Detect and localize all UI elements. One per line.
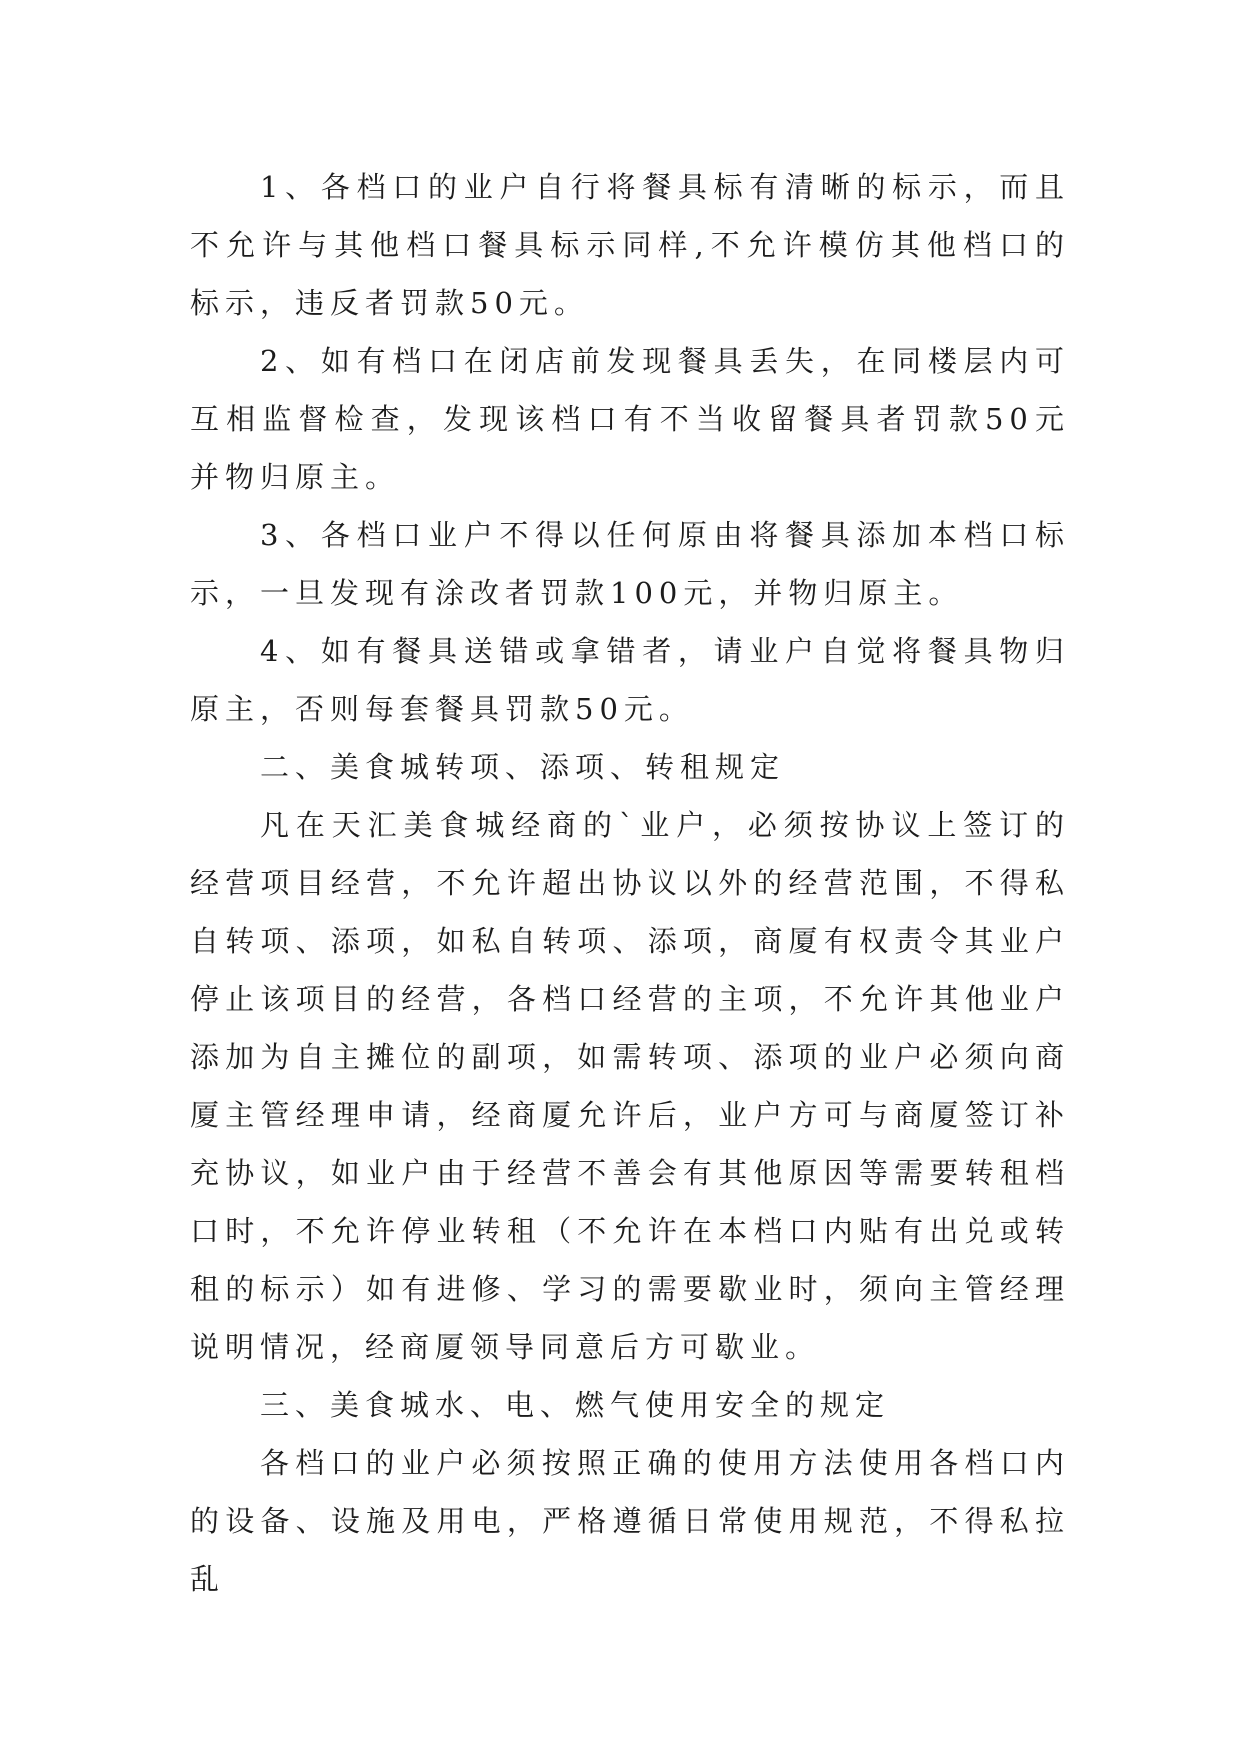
paragraph-section-3-body: 各档口的业户必须按照正确的使用方法使用各档口内的设备、设施及用电，严格遵循日常使用规范，不得私拉乱 xyxy=(190,1446,1070,1596)
section-heading-3: 三、美食城水、电、燃气使用安全的规定 xyxy=(260,1388,891,1422)
paragraph-rule-3: 3、各档口业户不得以任何原由将餐具添加本档口标示，一旦发现有涂改者罚款100元，并物归原主。 xyxy=(190,518,1070,610)
document-body xyxy=(190,158,1070,1608)
paragraph-rule-2: 2、如有档口在闭店前发现餐具丢失，在同楼层内可互相监督检查，发现该档口有不当收留餐具者罚款50元并物归原主。 xyxy=(190,344,1070,494)
section-heading-2: 二、美食城转项、添项、转租规定 xyxy=(260,750,786,784)
paragraph-rule-4: 4、如有餐具送错或拿错者，请业户自觉将餐具物归原主，否则每套餐具罚款50元。 xyxy=(190,634,1070,726)
paragraph-section-2-body: 凡在天汇美食城经商的`业户，必须按协议上签订的经营项目经营，不允许超出协议以外的经营范围，不得私自转项、添项，如私自转项、添项，商厦有权责令其业户停止该项目的经营，各档口经营的主项，不允许其他业户添加为自主摊位的副项，如需转项、添项的业户必须向商厦主管经理申请，经商厦允许后，业户方可与商厦签订补充协议，如业户由于经营不善会有其他原因等需要转租档口时，不允许停业转租（不允许在本档口内贴有出兑或转租的标示）如有进修、学习的需要歇业时，须向主管经理说明情况，经商厦领导同意后方可歇业。 xyxy=(190,808,1070,1364)
paragraph-rule-1: 1、各档口的业户自行将餐具标有清晰的标示，而且不允许与其他档口餐具标示同样,不允许模仿其他档口的标示，违反者罚款50元。 xyxy=(190,170,1070,320)
